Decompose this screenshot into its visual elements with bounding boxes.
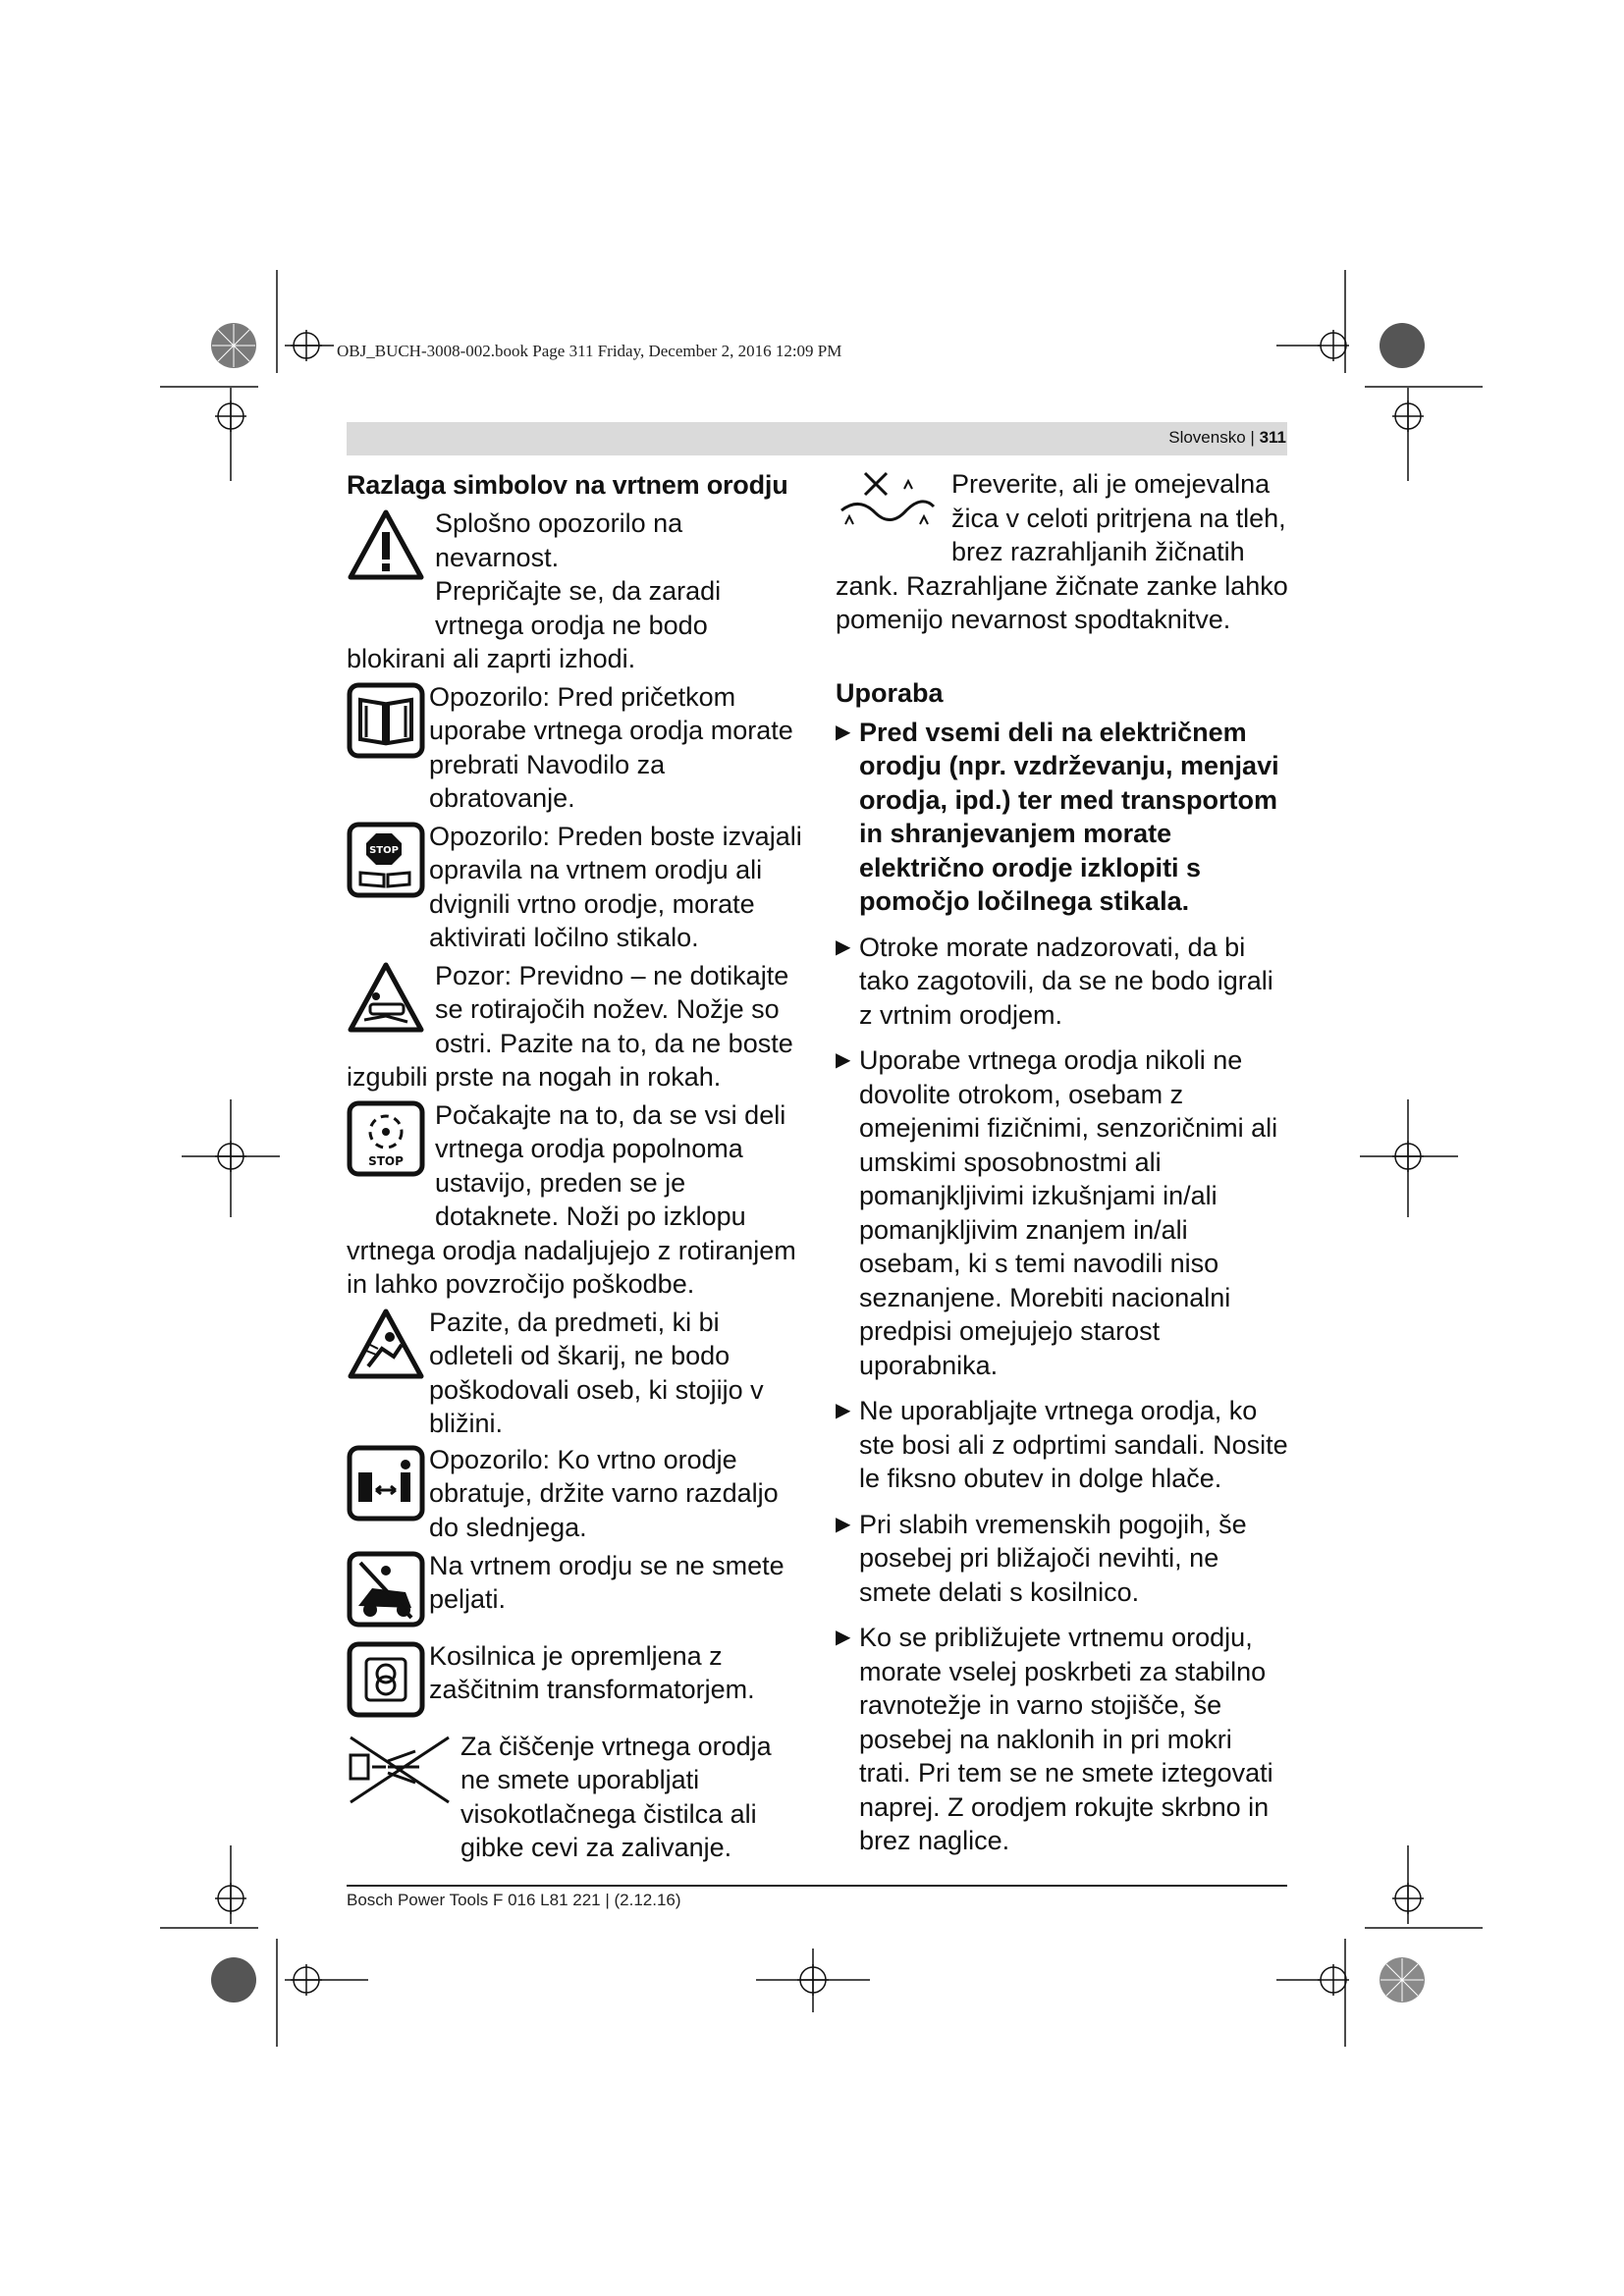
- symbol-text: Kosilnica je opremljena z zaščitnim transformatorjem.: [429, 1640, 755, 1704]
- bullet-arrow-icon: ▶: [836, 1513, 851, 1535]
- symbol-text: Na vrtnem orodju se ne smete peljati.: [429, 1550, 785, 1614]
- rotating-blades-icon: [347, 959, 429, 1041]
- safe-distance-icon: [347, 1443, 429, 1545]
- symbol-rotating-blades: [347, 959, 804, 1095]
- list-item-text: Pred vsemi deli na električnem orodju (npr. vzdrževanju, menjavi orodja, ipd.) ter med transportom in shranjevanjem morate električno orodje izklopiti s pomočjo ločilnega stikala.: [859, 717, 1279, 916]
- boundary-wire-icon: [836, 467, 946, 565]
- no-riding-icon: [347, 1549, 429, 1635]
- symbol-safety-transformer: [347, 1639, 804, 1726]
- print-info: OBJ_BUCH-3008-002.book Page 311 Friday, December 2, 2016 12:09 PM: [337, 342, 842, 360]
- section-title-usage: Uporaba: [836, 677, 944, 708]
- symbol-text: Preverite, ali je omejevalna žica v celoti pritrjena na tleh, brez razrahljanih žičnatih zank. Razrahljane žičnate zanke lahko pomenijo nevarnost spodtaknitve.: [836, 469, 1288, 634]
- stop-isolator-icon: [347, 820, 429, 896]
- manual-book-icon: [347, 680, 429, 757]
- footer-text: Bosch Power Tools F 016 L81 221 | (2.12.16): [347, 1891, 681, 1909]
- header-language: Slovensko: [1168, 428, 1246, 447]
- no-pressure-washer-icon: [347, 1730, 460, 1857]
- list-item-text: Pri slabih vremenskih pogojih, še posebej pri bližajoči nevihti, ne smete delati s kosilnico.: [859, 1509, 1247, 1607]
- list-item-text: Otroke morate nadzorovati, da bi tako zagotovili, da se ne bodo igrali z vrtnim orodjem.: [859, 932, 1273, 1030]
- list-item: [836, 931, 1289, 1033]
- symbol-thrown-objects: [347, 1306, 804, 1441]
- thrown-objects-icon: [347, 1306, 429, 1433]
- symbol-text: Pozor: Previdno – ne dotikajte se rotirajočih nožev. Nožje so ostri. Pazite na to, da ne boste izgubili prste na nogah in rokah.: [347, 960, 793, 1092]
- running-header: [1168, 428, 1286, 448]
- wait-stop-icon: [347, 1098, 429, 1204]
- symbol-no-riding: [347, 1549, 804, 1635]
- symbol-text: Počakajte na to, da se vsi deli vrtnega orodja popolnoma ustavijo, preden se je dotaknete. Noži po izklopu vrtnega orodja nadaljujejo z rotiranjem in lahko povzročijo poškodbe.: [347, 1099, 796, 1299]
- symbol-text: Pazite, da predmeti, ki bi odleteli od škarij, ne bodo poškodovali oseb, ki stojijo v bližini.: [429, 1307, 764, 1438]
- symbol-text: Opozorilo: Ko vrtno orodje obratuje, držite varno razdaljo do slednjega.: [429, 1444, 779, 1542]
- list-item: [836, 716, 1289, 919]
- warning-triangle-icon: [347, 507, 429, 613]
- list-item: [836, 1621, 1289, 1858]
- bullet-arrow-icon: ▶: [836, 1049, 851, 1071]
- header-band: [347, 422, 1287, 455]
- page-number: 311: [1259, 428, 1286, 447]
- symbol-text: Opozorilo: Pred pričetkom uporabe vrtnega orodja morate prebrati Navodilo za obratovanje.: [429, 681, 793, 813]
- list-item: [836, 1394, 1289, 1496]
- symbol-boundary-wire: [836, 467, 1289, 637]
- bullet-arrow-icon: ▶: [836, 1627, 851, 1648]
- svg-text:STOP: STOP: [369, 844, 399, 856]
- symbol-no-pressure-washer: [347, 1730, 804, 1865]
- left-column: [347, 467, 804, 1865]
- symbol-general-warning: [347, 507, 804, 676]
- header-separator: |: [1250, 428, 1255, 447]
- symbol-text: Opozorilo: Preden boste izvajali opravila na vrtnem orodju ali dvignili vrtno orodje, morate aktivirati ločilno stikalo.: [429, 821, 802, 952]
- symbol-wait-stop: [347, 1098, 804, 1302]
- svg-text:STOP: STOP: [368, 1153, 404, 1168]
- bullet-arrow-icon: ▶: [836, 721, 851, 743]
- bullet-arrow-icon: ▶: [836, 1400, 851, 1421]
- symbol-text: Splošno opozorilo na nevarnost.: [435, 508, 683, 572]
- safety-transformer-icon: [347, 1639, 429, 1726]
- right-column: [836, 467, 1289, 1870]
- list-item: [836, 1043, 1289, 1382]
- section-title-symbols: Razlaga simbolov na vrtnem orodju: [347, 470, 788, 500]
- symbol-isolator-switch: [347, 820, 804, 955]
- list-item: [836, 1508, 1289, 1610]
- footer-rule: [347, 1885, 1287, 1887]
- list-item-text: Ne uporabljajte vrtnega orodja, ko ste bosi ali z odprtimi sandali. Nosite le fiksno obutev in dolge hlače.: [859, 1396, 1288, 1493]
- list-item-text: Ko se približujete vrtnemu orodju, morate vselej poskrbeti za stabilno ravnotežje in varno stojišče, še posebej na naklonih in pri mokri trati. Pri tem se ne smete iztegovati naprej. Z orodjem rokujte skrbno in brez naglice.: [859, 1623, 1273, 1855]
- bullet-arrow-icon: ▶: [836, 935, 851, 958]
- symbol-read-manual: [347, 680, 804, 816]
- usage-list: [836, 716, 1289, 1858]
- symbol-text: Prepričajte se, da zaradi vrtnega orodja ne bodo blokirani ali zaprti izhodi.: [347, 576, 722, 673]
- list-item-text: Uporabe vrtnega orodja nikoli ne dovolite otrokom, osebam z omejenimi fizičnimi, senzoričnimi ali umskimi sposobnostmi ali pomanjkljivimi izkušnjami in/ali pomanjkljivim znanjem in/ali osebam, ki s temi navodili niso seznanjene. Morebiti nacionalni predpisi omejujejo starost uporabnika.: [859, 1045, 1278, 1380]
- symbol-text: Za čiščenje vrtnega orodja ne smete uporabljati visokotlačnega čistilca ali gibke cevi za zalivanje.: [460, 1731, 772, 1862]
- symbol-safe-distance: [347, 1443, 804, 1545]
